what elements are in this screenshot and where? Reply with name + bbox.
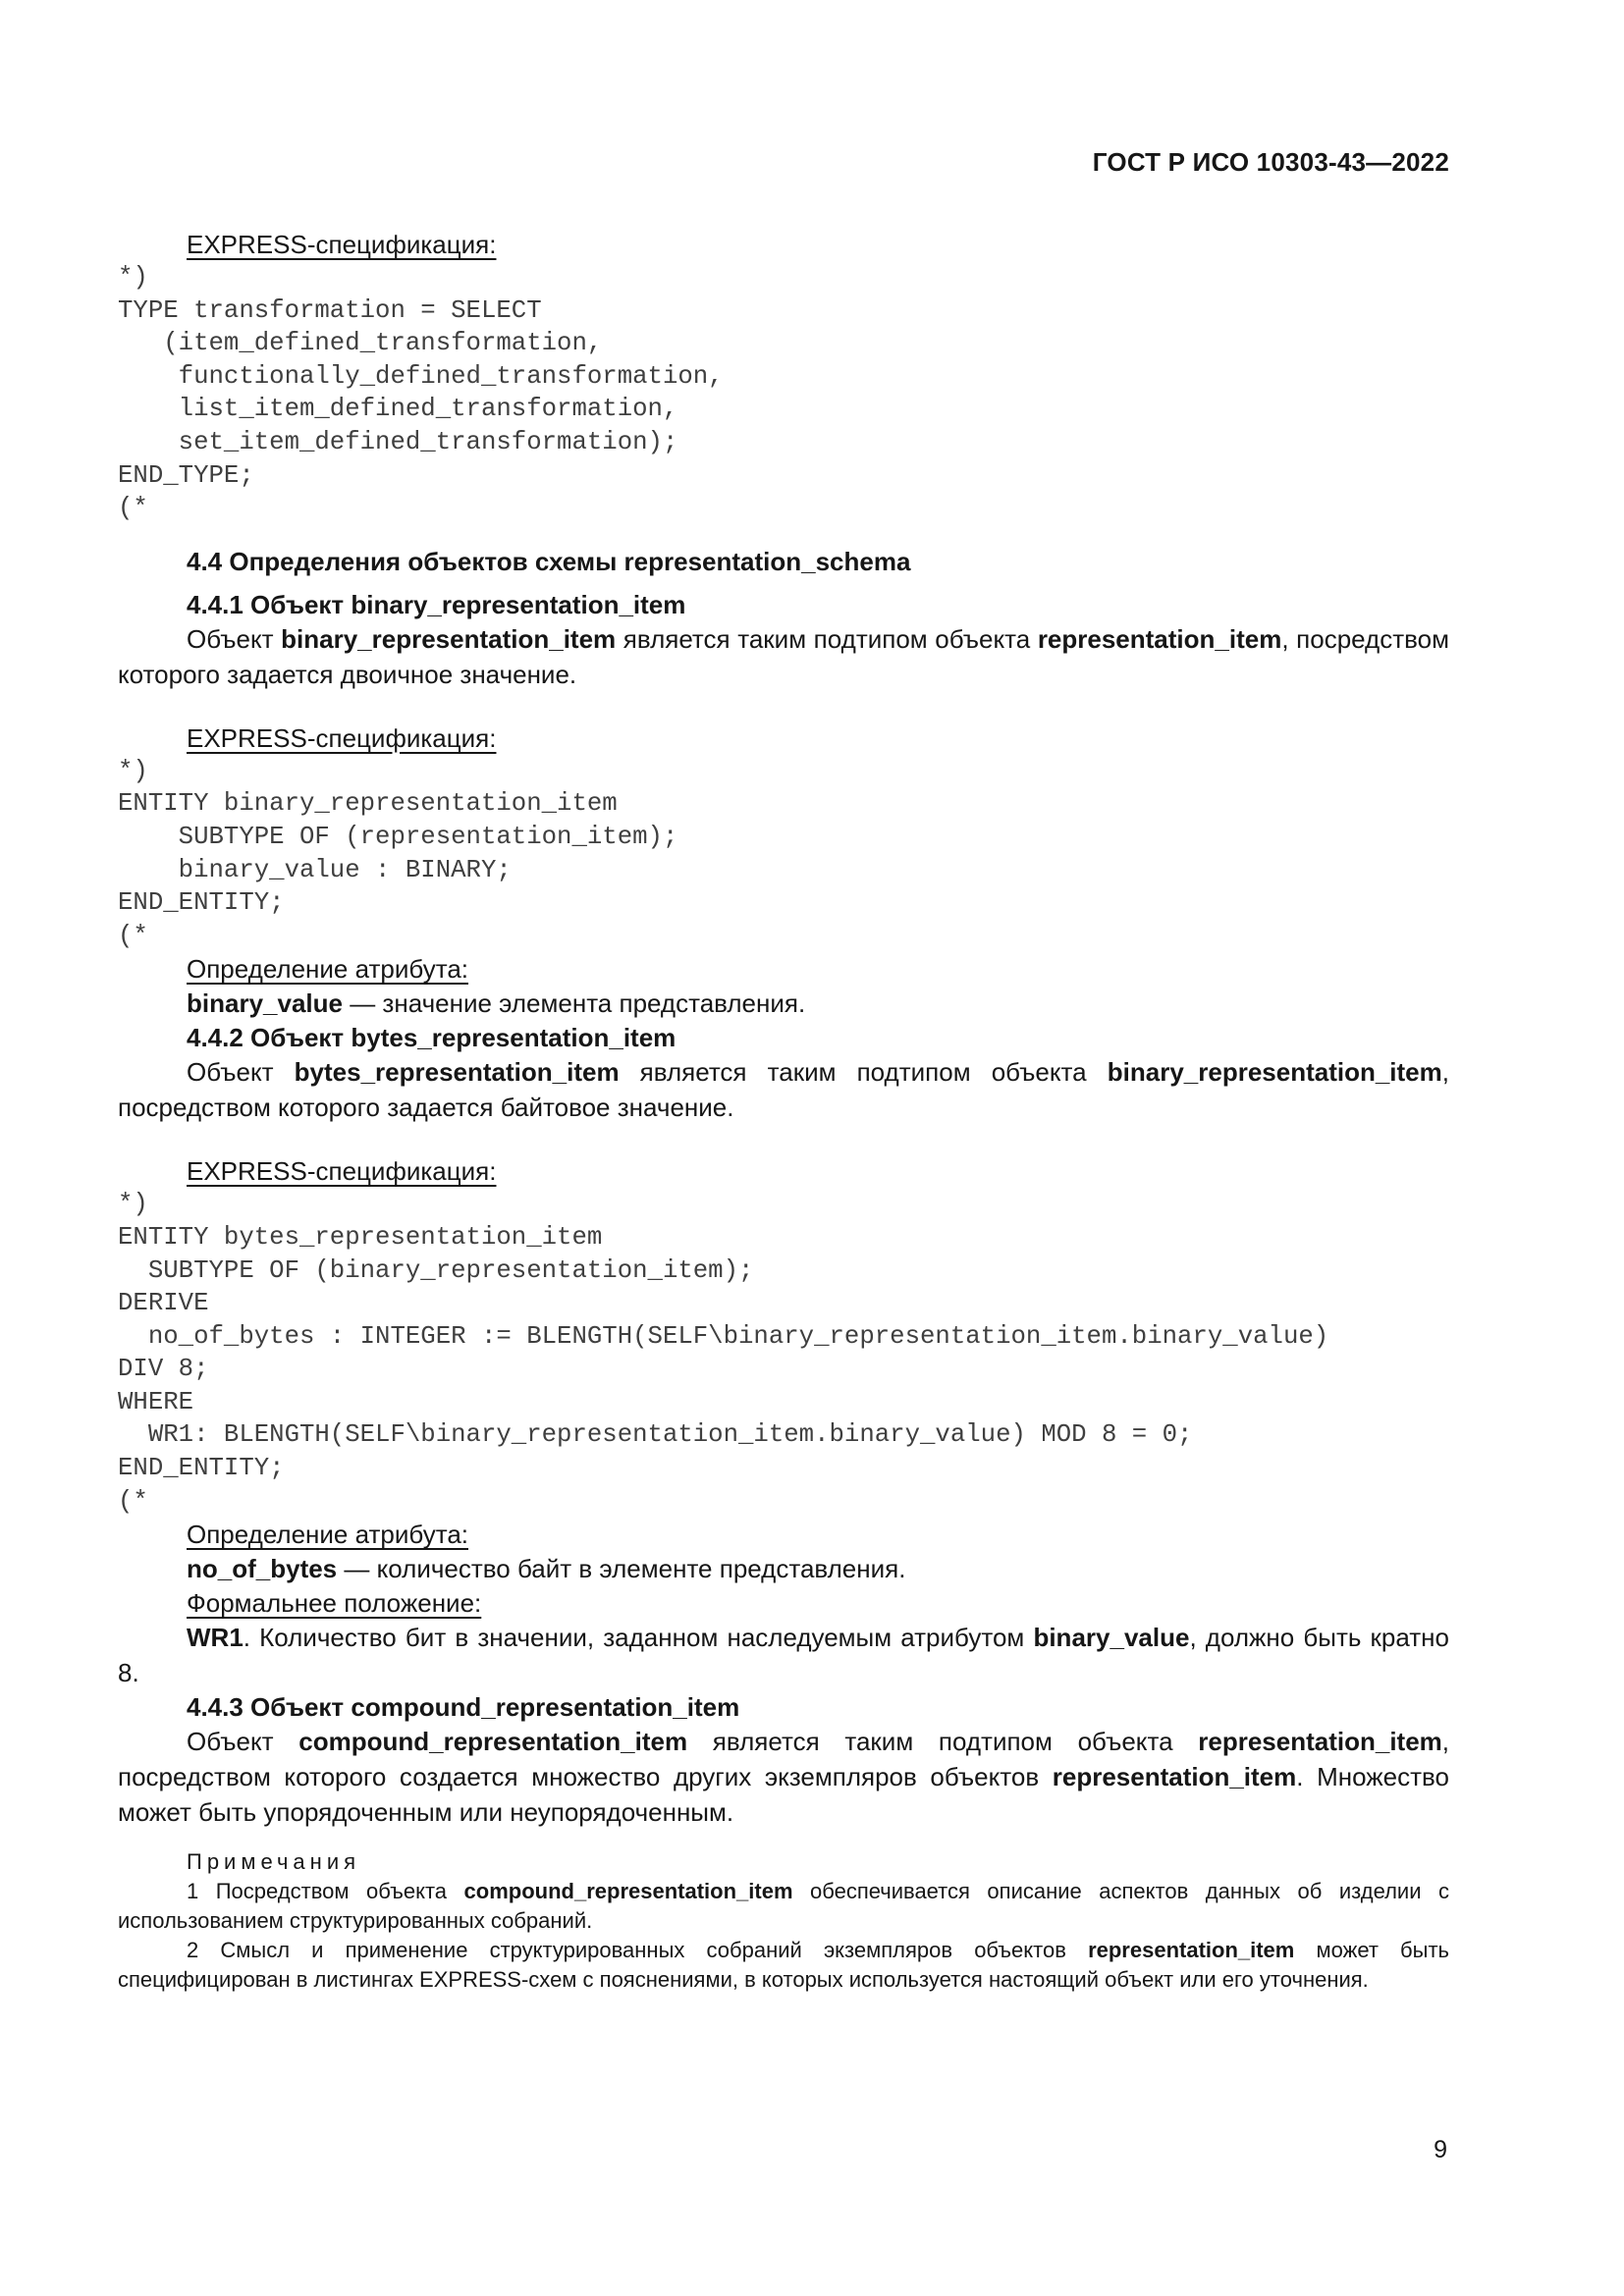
notes-heading: Примечания <box>187 1849 361 1875</box>
code-block-bytes-representation-item: *) ENTITY bytes_representation_item SUBTYPE OF (binary_representation_item); DERIVE no_of_bytes : INTEGER := BLENGTH(SELF\binary_representation_item.binary_value) DIV 8; WHERE WR1: BLENGTH(SELF\binary_representation_item.binary_value) MOD 8 = 0; END_ENTITY; (* <box>118 1190 1329 1516</box>
express-spec-label-text: EXPRESS-спецификация: <box>187 1156 497 1187</box>
text-run: , посредством которого создается множество других экземпляров объектов <box>118 1727 1450 1792</box>
entity-name: binary_representation_item <box>281 623 617 654</box>
entity-name: compound_representation_item <box>463 1879 793 1904</box>
attribute-name: no_of_bytes <box>187 1554 338 1584</box>
text-run: Объект <box>187 623 282 654</box>
attribute-text: — значение элемента представления. <box>342 988 806 1019</box>
text-run: может быть специфицирован в листингах EXPRESS-схем с пояснениями, в которых используется настоящий объект или его уточнения. <box>118 1938 1449 1993</box>
attribute-definition-label-text: Определение атрибута: <box>187 1520 469 1550</box>
entity-name: binary_representation_item <box>1107 1057 1442 1088</box>
section-4-4-2-paragraph <box>118 1054 1449 1125</box>
text-run: , посредством которого задается двоичное значение. <box>118 623 1449 689</box>
code-block-transformation: *) TYPE transformation = SELECT (item_defined_transformation, functionally_defined_transformation, list_item_defined_transformation, set_item_defined_transformation); END_TYPE; (* <box>118 263 724 523</box>
section-4-4-3-heading: 4.4.3 Объект compound_representation_item <box>187 1692 740 1723</box>
attribute-definition-label <box>187 1518 1449 1551</box>
section-4-4-2-heading: 4.4.2 Объект bytes_representation_item <box>187 1023 677 1053</box>
entity-name: representation_item <box>1052 1762 1297 1792</box>
text-run: 1 Посредством объекта <box>187 1879 464 1904</box>
attribute-definition-label-text: Определение атрибута: <box>187 954 469 985</box>
text-run: , должно быть кратно 8. <box>118 1623 1450 1688</box>
attribute-definition-label <box>187 952 1449 986</box>
section-4-4-1-paragraph <box>118 621 1449 692</box>
entity-name: bytes_representation_item <box>294 1057 620 1088</box>
express-spec-label-text: EXPRESS-спецификация: <box>187 722 497 753</box>
text-run: Объект <box>187 1057 295 1088</box>
formal-statement-label <box>187 1586 1449 1620</box>
text-run: 2 Смысл и применение структурированных собраний экземпляров объектов <box>187 1938 1089 1963</box>
text-run: является таким подтипом объекта <box>619 1057 1108 1088</box>
text-run: . Количество бит в значении, заданном наследуемым атрибутом <box>243 1623 1034 1653</box>
attribute-text: — количество байт в элементе представления. <box>337 1554 906 1584</box>
text-run: , посредством которого задается байтовое значение. <box>118 1057 1449 1123</box>
document-body <box>118 228 1449 1995</box>
express-spec-label <box>187 228 1449 261</box>
standard-code: ГОСТ Р ИСО 10303-43—2022 <box>1092 147 1449 177</box>
text-run: является таким подтипом объекта <box>687 1727 1199 1757</box>
entity-name: representation_item <box>1037 623 1282 654</box>
formal-statement-label-text: Формальнее положение: <box>187 1588 482 1619</box>
express-spec-label <box>187 721 1449 755</box>
rule-name: WR1 <box>187 1623 244 1653</box>
entity-name: representation_item <box>1088 1938 1295 1963</box>
note-2 <box>118 1936 1449 1995</box>
attribute-name: binary_value <box>1033 1623 1190 1653</box>
attribute-name: binary_value <box>187 988 343 1019</box>
section-4-4-1-heading: 4.4.1 Объект binary_representation_item <box>187 589 686 619</box>
page-number: 9 <box>1434 2136 1447 2163</box>
text-run: Объект <box>187 1727 299 1757</box>
section-4-4-heading: 4.4 Определения объектов схемы representation_schema <box>187 546 911 576</box>
text-run: . Множество может быть упорядоченным или неупорядоченным. <box>118 1762 1449 1828</box>
entity-name: representation_item <box>1198 1727 1442 1757</box>
express-spec-label <box>187 1154 1449 1188</box>
code-block-binary-representation-item: *) ENTITY binary_representation_item SUBTYPE OF (representation_item); binary_value : BINARY; END_ENTITY; (* <box>118 756 678 950</box>
entity-name: compound_representation_item <box>298 1727 688 1757</box>
attribute-definition-binary-value <box>187 986 1449 1021</box>
formal-statement-wr1 <box>118 1620 1449 1690</box>
section-4-4-3-paragraph <box>118 1724 1449 1830</box>
note-1 <box>118 1877 1449 1936</box>
attribute-definition-no-of-bytes <box>187 1551 1449 1586</box>
text-run: обеспечивается описание аспектов данных об изделии с использованием структурированных собраний. <box>118 1879 1449 1934</box>
express-spec-label-text: EXPRESS-спецификация: <box>187 230 497 259</box>
text-run: является таким подтипом объекта <box>616 623 1038 654</box>
